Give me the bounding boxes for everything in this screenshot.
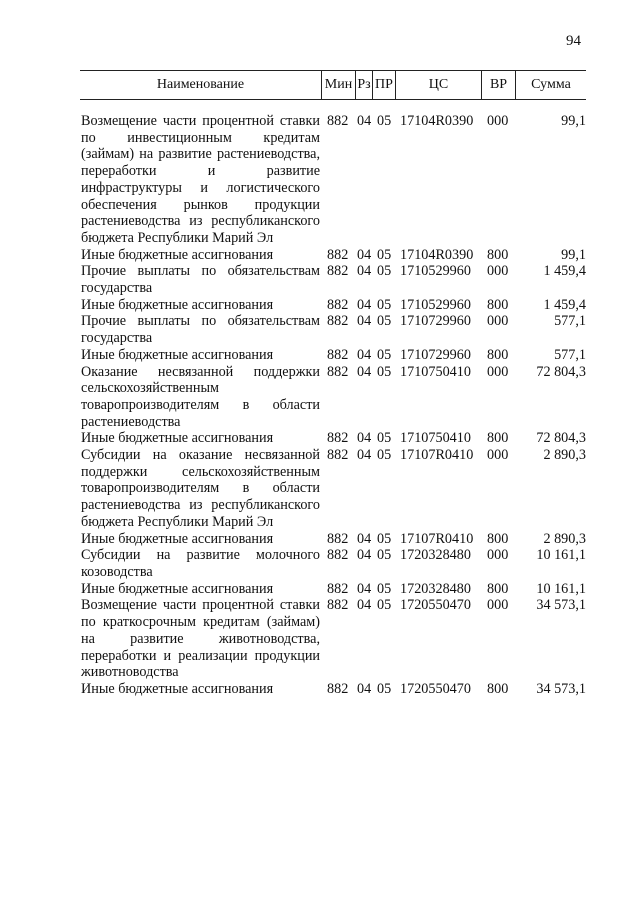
row-pr: 05 <box>377 246 392 263</box>
row-cs: 1720550470 <box>400 597 471 614</box>
row-cs: 17104R0390 <box>400 113 474 129</box>
row-min: 882 <box>327 597 349 614</box>
row-pr: 05 <box>377 597 392 614</box>
table-header <box>80 70 586 100</box>
row-pr: 05 <box>377 263 392 280</box>
row-cs: 1710529960 <box>400 263 471 280</box>
row-vr: 800 <box>487 246 509 263</box>
row-vr: 800 <box>487 680 509 697</box>
row-min: 882 <box>327 680 349 697</box>
row-min: 882 <box>327 430 349 447</box>
table-row <box>81 531 586 548</box>
table-row <box>81 347 586 364</box>
row-min: 882 <box>327 246 349 263</box>
row-pr: 05 <box>377 346 392 363</box>
row-cs: 1710750410 <box>400 430 471 447</box>
row-name: Иные бюджетные ассигнования <box>81 680 274 697</box>
row-name: Прочие выплаты по обязательствам государства <box>81 313 320 347</box>
row-sum: 577,1 <box>554 346 586 363</box>
row-min: 882 <box>327 530 349 547</box>
table-row <box>81 113 586 247</box>
row-rz: 04 <box>357 246 372 263</box>
row-vr: 000 <box>487 447 509 464</box>
header-sum: Сумма <box>515 71 586 99</box>
row-sum: 10 161,1 <box>536 580 586 597</box>
row-vr: 000 <box>487 113 509 129</box>
table-row <box>81 263 586 296</box>
row-pr: 05 <box>377 113 392 129</box>
row-rz: 04 <box>357 547 372 564</box>
row-sum: 99,1 <box>561 246 586 263</box>
row-pr: 05 <box>377 296 392 313</box>
table-row <box>81 313 586 346</box>
row-name: Возмещение части процентной ставки по инвестиционным кредитам (займам) на развитие растениеводства, переработки и развитие инфраструктуры и логистического обеспечения рынков продукции растениеводства из республиканского бюджета Республики Марий Эл <box>81 113 320 246</box>
row-vr: 000 <box>487 313 509 330</box>
row-vr: 000 <box>487 363 509 380</box>
table-row <box>81 681 586 698</box>
row-min: 882 <box>327 113 349 129</box>
row-cs: 17104R0390 <box>400 246 474 263</box>
row-vr: 000 <box>487 547 509 564</box>
row-pr: 05 <box>377 447 392 464</box>
row-sum: 72 804,3 <box>536 363 586 380</box>
row-name: Иные бюджетные ассигнования <box>81 296 274 313</box>
table-body <box>81 113 586 698</box>
row-cs: 1720550470 <box>400 680 471 697</box>
row-name: Возмещение части процентной ставки по краткосрочным кредитам (займам) на развитие животноводства, переработки и реализации продукции животноводства <box>81 597 320 681</box>
row-min: 882 <box>327 363 349 380</box>
row-cs: 17107R0410 <box>400 530 474 547</box>
row-pr: 05 <box>377 547 392 564</box>
header-pr: ПР <box>372 71 395 99</box>
row-sum: 577,1 <box>554 313 586 330</box>
row-cs: 1710729960 <box>400 313 471 330</box>
header-cs: ЦС <box>395 71 481 99</box>
row-rz: 04 <box>357 346 372 363</box>
row-cs: 1710750410 <box>400 363 471 380</box>
row-pr: 05 <box>377 430 392 447</box>
row-sum: 34 573,1 <box>536 680 586 697</box>
row-pr: 05 <box>377 313 392 330</box>
header-name: Наименование <box>156 77 245 92</box>
row-min: 882 <box>327 547 349 564</box>
row-rz: 04 <box>357 263 372 280</box>
row-cs: 1710529960 <box>400 296 471 313</box>
table-row <box>81 581 586 598</box>
row-sum: 99,1 <box>561 113 586 129</box>
row-min: 882 <box>327 346 349 363</box>
table-row <box>81 547 586 580</box>
row-min: 882 <box>327 313 349 330</box>
row-cs: 1710729960 <box>400 346 471 363</box>
table-row <box>81 297 586 314</box>
row-min: 882 <box>327 296 349 313</box>
row-name: Иные бюджетные ассигнования <box>81 580 274 597</box>
row-rz: 04 <box>357 430 372 447</box>
row-sum: 1 459,4 <box>543 263 586 280</box>
row-rz: 04 <box>357 580 372 597</box>
row-name: Оказание несвязанной поддержки сельскохозяйственным товаропроизводителям в области растениеводства <box>81 363 320 430</box>
row-sum: 2 890,3 <box>543 447 586 464</box>
table-row <box>81 447 586 531</box>
row-rz: 04 <box>357 530 372 547</box>
row-pr: 05 <box>377 363 392 380</box>
header-vr: ВР <box>481 71 515 99</box>
row-min: 882 <box>327 263 349 280</box>
row-sum: 72 804,3 <box>536 430 586 447</box>
row-sum: 10 161,1 <box>536 547 586 564</box>
row-name: Иные бюджетные ассигнования <box>81 246 274 263</box>
table-row <box>81 247 586 264</box>
row-vr: 800 <box>487 346 509 363</box>
row-vr: 000 <box>487 597 509 614</box>
row-rz: 04 <box>357 447 372 464</box>
row-vr: 800 <box>487 296 509 313</box>
row-min: 882 <box>327 447 349 464</box>
row-vr: 800 <box>487 530 509 547</box>
row-pr: 05 <box>377 680 392 697</box>
header-min: Мин <box>321 71 355 99</box>
row-sum: 2 890,3 <box>543 530 586 547</box>
row-rz: 04 <box>357 313 372 330</box>
row-rz: 04 <box>357 296 372 313</box>
row-name: Прочие выплаты по обязательствам государства <box>81 263 320 297</box>
row-sum: 1 459,4 <box>543 296 586 313</box>
row-rz: 04 <box>357 363 372 380</box>
row-pr: 05 <box>377 530 392 547</box>
row-cs: 1720328480 <box>400 547 471 564</box>
row-name: Иные бюджетные ассигнования <box>81 430 274 447</box>
table-row <box>81 364 586 431</box>
row-name: Субсидии на оказание несвязанной поддержки сельскохозяйственным товаропроизводителям в области растениеводства из республиканского бюджета Республики Марий Эл <box>81 447 320 530</box>
row-vr: 800 <box>487 430 509 447</box>
row-name: Иные бюджетные ассигнования <box>81 346 274 363</box>
row-cs: 1720328480 <box>400 580 471 597</box>
row-pr: 05 <box>377 580 392 597</box>
page-number: 94 <box>566 33 581 49</box>
row-min: 882 <box>327 580 349 597</box>
table-row <box>81 597 586 681</box>
row-cs: 17107R0410 <box>400 447 474 464</box>
row-rz: 04 <box>357 597 372 614</box>
row-vr: 800 <box>487 580 509 597</box>
row-sum: 34 573,1 <box>536 597 586 614</box>
row-vr: 000 <box>487 263 509 280</box>
header-rz: Рз <box>355 71 372 99</box>
row-name: Субсидии на развитие молочного козоводства <box>81 547 320 580</box>
row-name: Иные бюджетные ассигнования <box>81 530 274 547</box>
table-row <box>81 430 586 447</box>
row-rz: 04 <box>357 113 372 129</box>
row-rz: 04 <box>357 680 372 697</box>
